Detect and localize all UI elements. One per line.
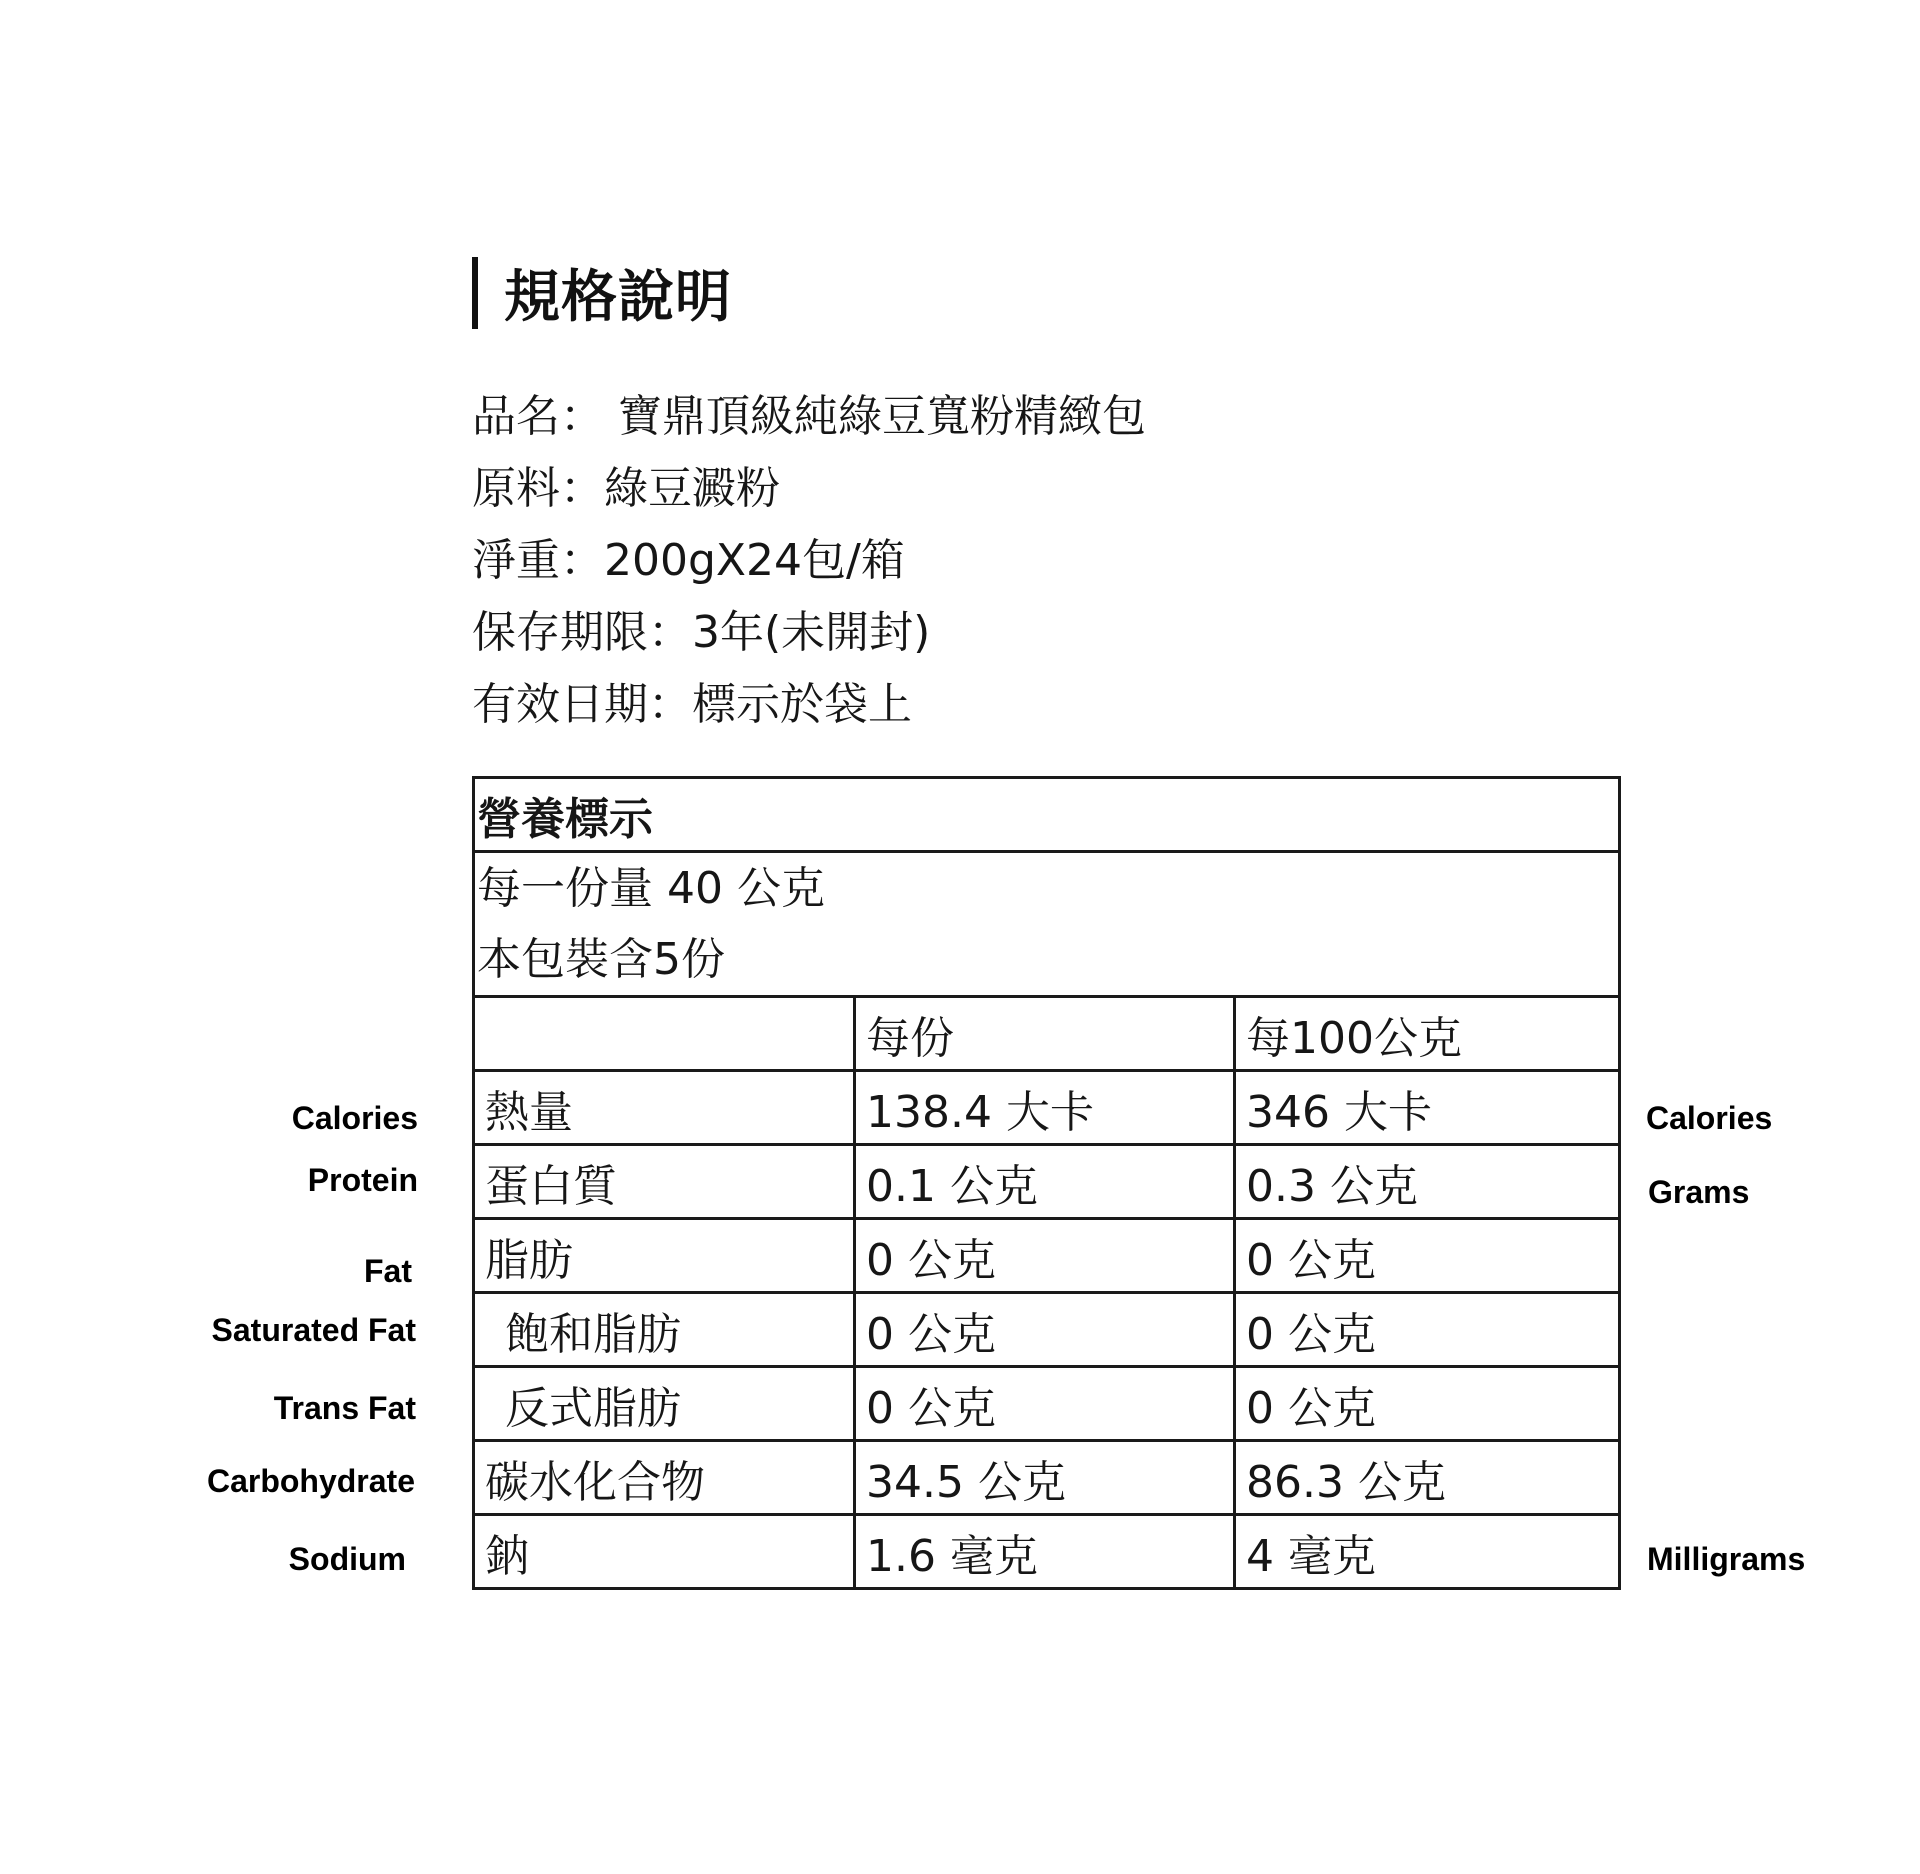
- spec-shelf-life: [472, 597, 1146, 669]
- per-100g-value: 0 公克: [1235, 1367, 1620, 1441]
- annotation-protein: Protein: [307, 1162, 418, 1198]
- nutrient-name: 碳水化合物: [474, 1441, 855, 1515]
- spec-label: 保存期限: [472, 607, 648, 658]
- spec-separator: ：: [560, 535, 604, 586]
- nutrient-name: 反式脂肪: [474, 1367, 855, 1441]
- spec-product-name: [472, 381, 1146, 453]
- nutrition-table: [472, 776, 1621, 1590]
- nutrient-name: 蛋白質: [474, 1145, 855, 1219]
- spec-separator: ：: [648, 607, 692, 658]
- spec-label: 有效日期: [472, 679, 648, 730]
- table-row: [474, 1145, 1620, 1219]
- annotation-saturated-fat: Saturated Fat: [211, 1312, 416, 1348]
- section-header: [472, 257, 732, 329]
- annotation-sodium: Sodium: [288, 1541, 406, 1577]
- page-title: 規格說明: [504, 265, 732, 330]
- table-row: [474, 1441, 1620, 1515]
- column-header-per-serving: 每份: [855, 997, 1235, 1071]
- annotation-unit-milligrams: Milligrams: [1647, 1541, 1806, 1577]
- spec-label: 品名: [472, 391, 560, 442]
- serving-info-row: [474, 852, 1620, 997]
- spec-separator: ：: [560, 463, 604, 514]
- spec-separator: ：: [648, 679, 692, 730]
- column-header-row: [474, 997, 1620, 1071]
- nutrition-heading-row: [474, 778, 1620, 852]
- spec-value: 寶鼎頂級純綠豆寬粉精緻包: [604, 391, 1146, 442]
- per-100g-value: 346 大卡: [1235, 1071, 1620, 1145]
- per-serving-value: 1.6 毫克: [855, 1515, 1235, 1589]
- per-serving-value: 0.1 公克: [855, 1145, 1235, 1219]
- annotation-unit-grams: Grams: [1648, 1174, 1750, 1210]
- per-100g-value: 86.3 公克: [1235, 1441, 1620, 1515]
- annotation-trans-fat: Trans Fat: [273, 1390, 416, 1426]
- table-row: [474, 1293, 1620, 1367]
- spec-label: 原料: [472, 463, 560, 514]
- table-row: [474, 1367, 1620, 1441]
- per-100g-value: 0 公克: [1235, 1293, 1620, 1367]
- spec-net-weight: [472, 525, 1146, 597]
- nutrient-name: 飽和脂肪: [474, 1293, 855, 1367]
- servings-per-pack: 本包裝含5份: [477, 934, 725, 985]
- spec-separator: ：: [560, 391, 604, 442]
- spec-value: 標示於袋上: [692, 679, 912, 730]
- annotation-calories: Calories: [291, 1100, 418, 1136]
- nutrition-heading: 營養標示: [474, 778, 1620, 852]
- spec-expiry-date: [472, 669, 1146, 741]
- annotation-carbohydrate: Carbohydrate: [206, 1463, 415, 1499]
- per-serving-value: 34.5 公克: [855, 1441, 1235, 1515]
- table-row: [474, 1071, 1620, 1145]
- column-header-empty: [474, 997, 855, 1071]
- table-row: [474, 1219, 1620, 1293]
- serving-info-cell: [474, 852, 1620, 997]
- title-accent-bar: [472, 257, 478, 329]
- per-serving-value: 0 公克: [855, 1219, 1235, 1293]
- per-serving-value: 0 公克: [855, 1367, 1235, 1441]
- serving-size: 每一份量 40 公克: [477, 863, 825, 914]
- per-100g-value: 0 公克: [1235, 1219, 1620, 1293]
- per-serving-value: 138.4 大卡: [855, 1071, 1235, 1145]
- per-100g-value: 4 毫克: [1235, 1515, 1620, 1589]
- annotation-unit-calories: Calories: [1646, 1100, 1773, 1136]
- per-serving-value: 0 公克: [855, 1293, 1235, 1367]
- nutrient-name: 熱量: [474, 1071, 855, 1145]
- annotation-fat: Fat: [364, 1253, 412, 1289]
- spec-value: 200gX24包/箱: [604, 535, 905, 586]
- spec-ingredients: [472, 453, 1146, 525]
- spec-value: 3年(未開封): [692, 607, 931, 658]
- spec-value: 綠豆澱粉: [604, 463, 780, 514]
- nutrient-name: 脂肪: [474, 1219, 855, 1293]
- spec-list: [472, 381, 1146, 741]
- nutrient-name: 鈉: [474, 1515, 855, 1589]
- per-100g-value: 0.3 公克: [1235, 1145, 1620, 1219]
- column-header-per-100g: 每100公克: [1235, 997, 1620, 1071]
- spec-label: 淨重: [472, 535, 560, 586]
- table-row: [474, 1515, 1620, 1589]
